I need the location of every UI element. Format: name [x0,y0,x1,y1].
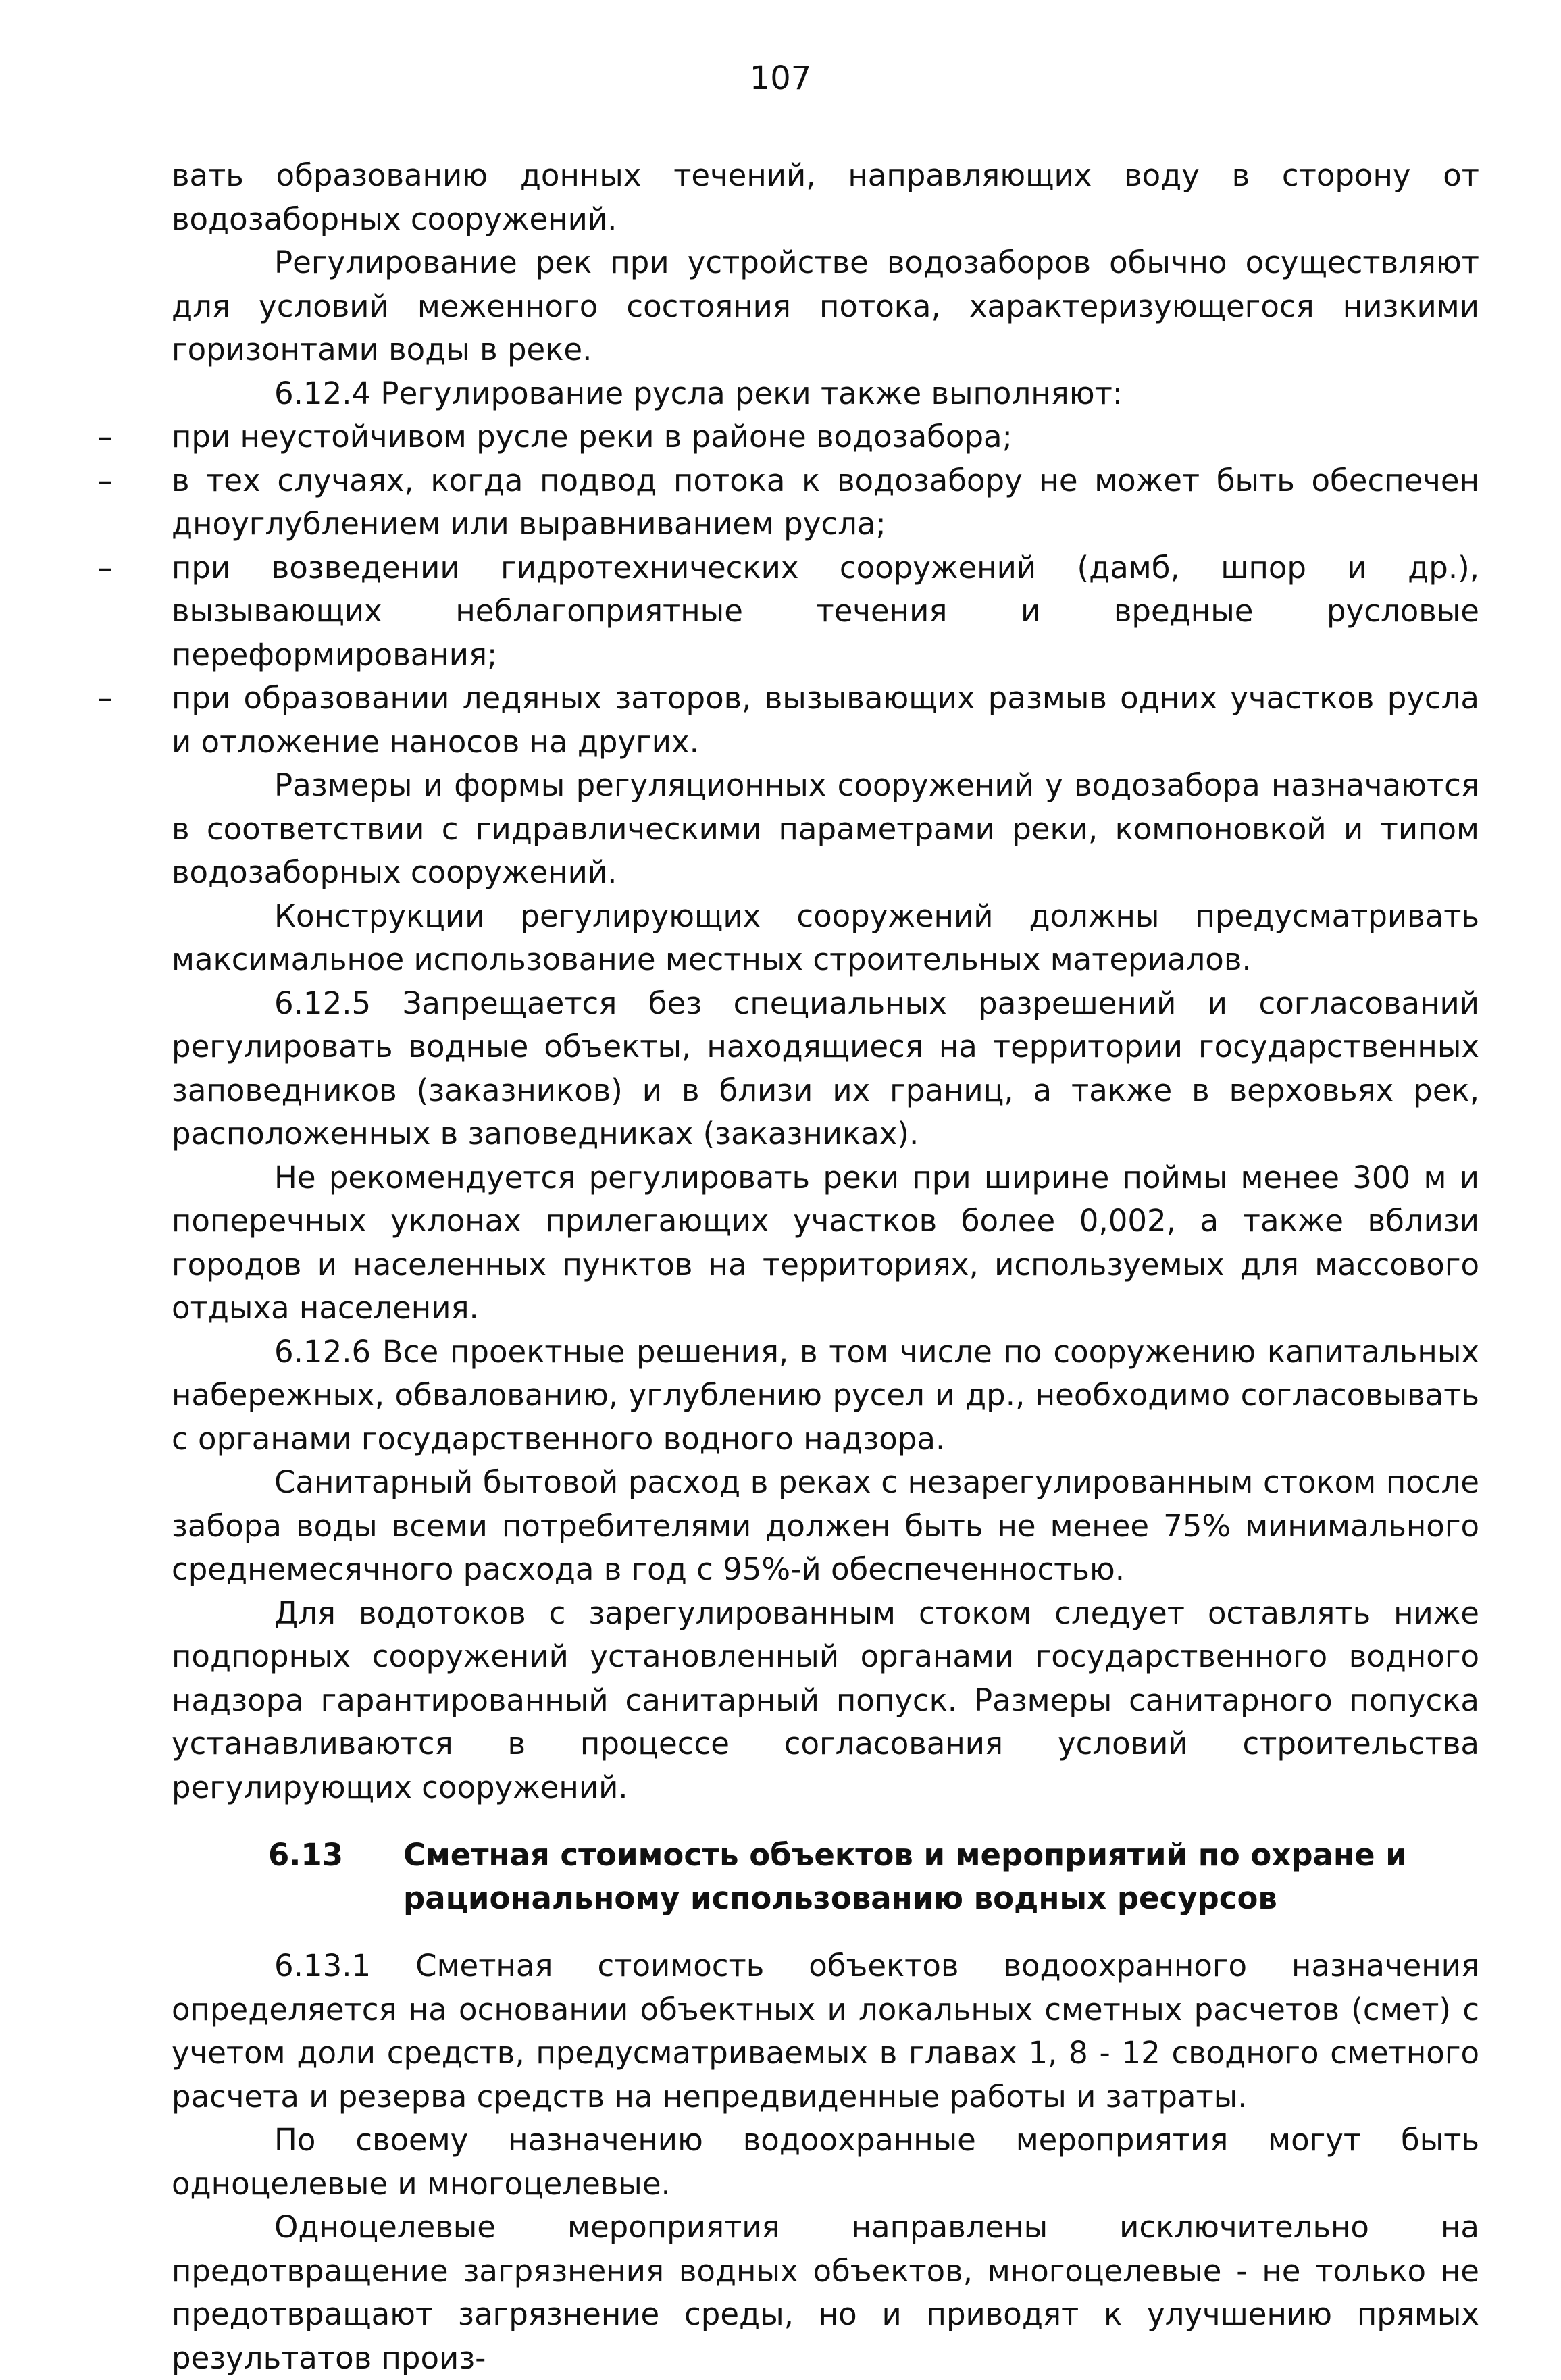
paragraph: Конструкции регулирующих сооружений должны предусматривать максимальное использование местных строительных материалов. [172,898,1479,977]
clause-6-12-5: 6.12.5 Запрещается без специальных разрешений и согласований регулировать водные объекты, находящиеся на территории государственных заповедников (заказников) и в близи их границ, а также в верховьях рек, расположенных в заповедниках (заказниках). [172,985,1479,1152]
dash-list-item: – при неустойчивом русле реки в районе водозабора; [97,419,1013,455]
paragraph: Санитарный бытовой расход в реках с незарегулированным стоком после забора воды всеми потребителями должен быть не менее 75% минимального среднемесячного расхода в год с 95%-й обеспеченностью. [172,1464,1479,1587]
dash-list-item: – при образовании ледяных заторов, вызывающих размыв одних участков русла и отложение наносов на других. [97,680,1479,760]
section-title: Сметная стоимость объектов и мероприятий по охране и рациональному использованию водных ресурсов [403,1837,1407,1916]
section-heading [172,1834,1479,1920]
page-number: 107 [749,59,812,97]
dash-list-item: – в тех случаях, когда подвод потока к водозабору не может быть обеспечен дноуглублением или выравниванием русла; [97,462,1479,542]
clause-6-12-6: 6.12.6 Все проектные решения, в том числе по сооружению капитальных набережных, обвалованию, углублению русел и др., необходимо согласовывать с органами государственного водного надзора. [172,1333,1479,1457]
dash-list-item: – при возведении гидротехнических сооружений (дамб, шпор и др.), вызывающих неблагоприятные течения и вредные русловые переформирования; [97,549,1479,673]
paragraph: Одноцелевые мероприятия направлены исключительно на предотвращение загрязнения водных объектов, многоцелевые - не только не предотвращают загрязнение среды, но и приводят к улучшению прямых результатов произ- [172,2209,1479,2376]
paragraph: Не рекомендуется регулировать реки при ширине поймы менее 300 м и поперечных уклонах прилегающих участков более 0,002, а также вблизи городов и населенных пунктов на территориях, используемых для массового отдыха населения. [172,1159,1479,1326]
paragraph: Регулирование рек при устройстве водозаборов обычно осуществляют для условий меженного состояния потока, характеризующегося низкими горизонтами воды в реке. [172,244,1479,367]
dash-item-text: при образовании ледяных заторов, вызывающих размыв одних участков русла и отложение наносов на других. [172,680,1479,760]
dash-item-text: в тех случаях, когда подвод потока к водозабору не может быть обеспечен дноуглублением или выравниванием русла; [172,462,1479,542]
clause-6-13-1: 6.13.1 Сметная стоимость объектов водоохранного назначения определяется на основании объектных и локальных сметных расчетов (смет) с учетом доли средств, предусматриваемых в главах 1, 8 - 12 сводного сметного расчета и резерва средств на непредвиденные работы и затраты. [172,1948,1479,2115]
dash-item-text: при неустойчивом русле реки в районе водозабора; [172,419,1013,455]
section-number: 6.13 [268,1837,344,1873]
paragraph-continuation: вать образованию донных течений, направляющих воду в сторону от водозаборных сооружений. [172,157,1479,237]
paragraph: Для водотоков с зарегулированным стоком следует оставлять ниже подпорных сооружений установленный органами государственного водного надзора гарантированный санитарный попуск. Размеры санитарного попуска устанавливаются в процессе согласования условий строительства регулирующих сооружений. [172,1595,1479,1805]
clause-6-12-4: 6.12.4 Регулирование русла реки также выполняют: [274,375,1123,411]
paragraph: Размеры и формы регуляционных сооружений у водозабора назначаются в соответствии с гидравлическими параметрами реки, компоновкой и типом водозаборных сооружений. [172,767,1479,890]
dash-item-text: при возведении гидротехнических сооружений (дамб, шпор и др.), вызывающих неблагоприятные течения и вредные русловые переформирования; [172,549,1479,673]
page-body [97,154,1479,2380]
paragraph: По своему назначению водоохранные мероприятия могут быть одноцелевые и многоцелевые. [172,2122,1479,2202]
